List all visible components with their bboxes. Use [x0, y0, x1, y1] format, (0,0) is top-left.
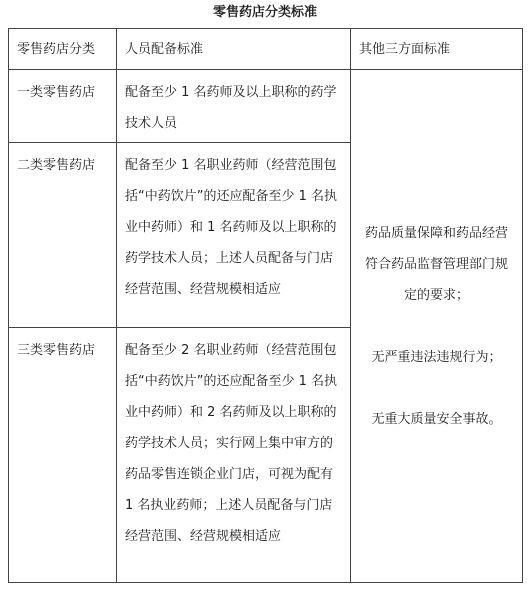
header-staffing: 人员配备标准 [125, 42, 204, 57]
category-cell [9, 328, 117, 583]
other-standards [351, 218, 522, 435]
other-standard-item: 药品质量保障和药品经营符合药品监督管理部门规定的要求； [364, 225, 508, 303]
header-category-cell [9, 29, 117, 70]
spacer [361, 311, 512, 342]
header-other-cell [351, 29, 523, 70]
staffing-text: 配备至少 2 名职业药师（经营范围包括“中药饮片”的还应配备至少 1 名执业中药师）和 2 名药师及以上职称的药学技术人员；实行网上集中审方的药品零售连锁企业门店，可视为配有 1 名执业药师；上述人员配备与门店经营范围、经营规模相适应 [125, 343, 338, 544]
other-standards-cell [351, 70, 523, 583]
category-label: 一类零售药店 [17, 85, 96, 100]
other-standard-item: 无重大质量安全事故。 [371, 411, 502, 427]
header-category: 零售药店分类 [17, 42, 96, 57]
staffing-cell [117, 70, 351, 143]
category-cell [9, 143, 117, 328]
category-label: 二类零售药店 [17, 158, 96, 173]
category-cell [9, 70, 117, 143]
header-other: 其他三方面标准 [359, 42, 451, 57]
table-title: 零售药店分类标准 [212, 5, 317, 20]
staffing-text: 配备至少 1 名职业药师（经营范围包括“中药饮片”的还应配备至少 1 名执业中药师）和 1 名药师及以上职称的药学技术人员；上述人员配备与门店经营范围、经营规模相适应 [125, 158, 338, 297]
category-label: 三类零售药店 [17, 343, 96, 358]
header-row [9, 29, 523, 70]
table-row [9, 70, 523, 143]
pharmacy-classification-table [8, 28, 523, 583]
staffing-cell [117, 143, 351, 328]
spacer [361, 373, 512, 404]
header-staffing-cell [117, 29, 351, 70]
staffing-text: 配备至少 1 名药师及以上职称的药学技术人员 [125, 85, 337, 131]
other-standard-item: 无严重违法违规行为； [371, 349, 502, 365]
staffing-cell [117, 328, 351, 583]
